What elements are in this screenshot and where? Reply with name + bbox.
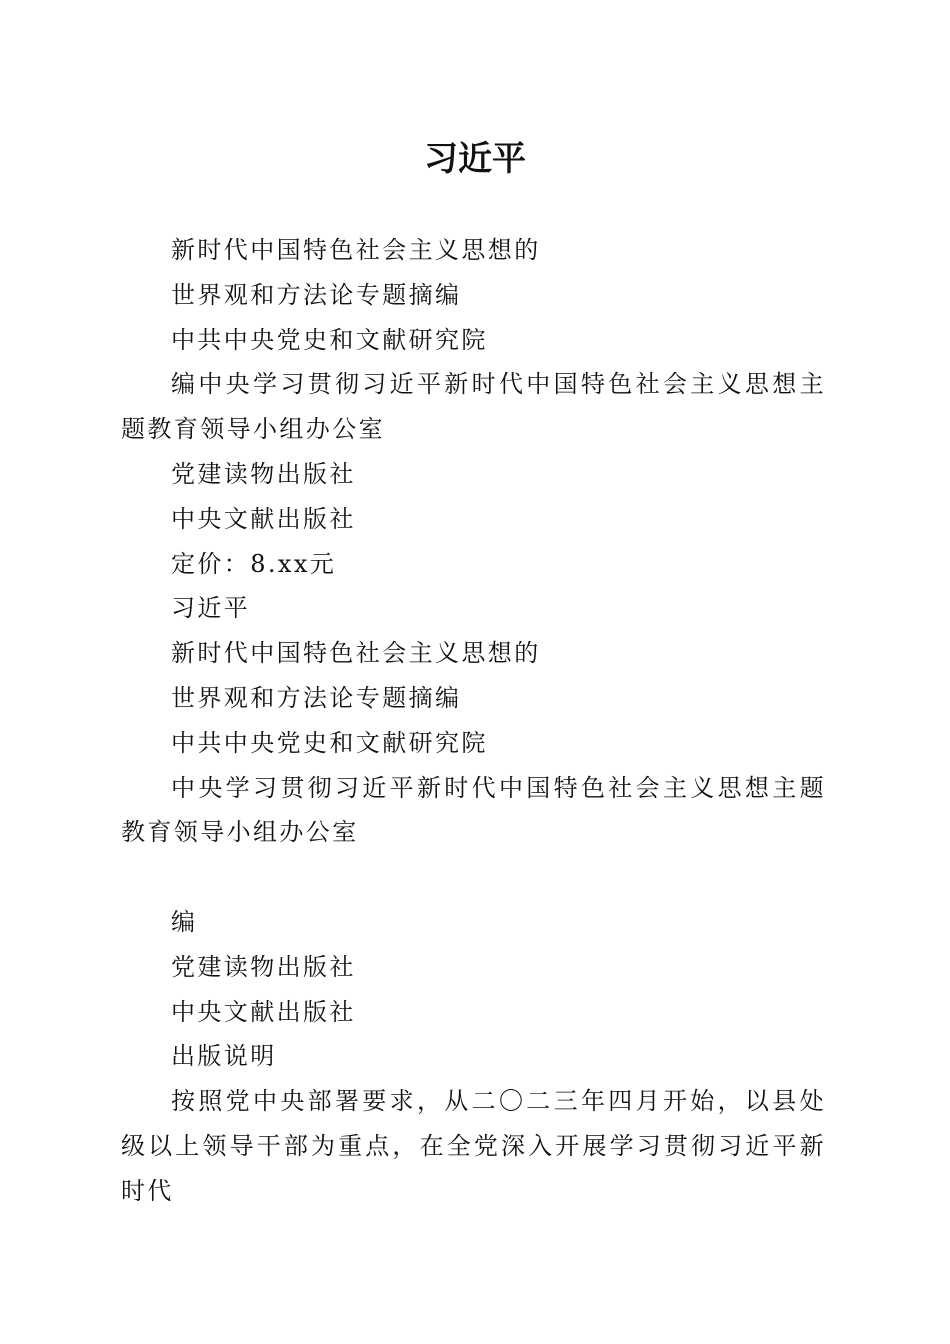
paragraph-14: 党建读物出版社 [171,952,356,981]
paragraph-2: 世界观和方法论专题摘编 [171,280,462,309]
blank-line [121,855,826,900]
paragraph-12: 中央学习贯彻习近平新时代中国特色社会主义思想主题教育领导小组办公室 [121,773,826,847]
paragraph-8: 习近平 [171,594,251,623]
paragraph-10: 世界观和方法论专题摘编 [171,683,462,712]
paragraph-5: 党建读物出版社 [171,459,356,488]
price-line: 定价：8.xx元 [171,549,337,578]
paragraph-17: 按照党中央部署要求，从二〇二三年四月开始，以县处级以上领导干部为重点，在全党深入开展学习贯彻习近平新时代 [121,1087,826,1205]
section-heading-publication-note: 出版说明 [171,1042,277,1071]
paragraph-3: 中共中央党史和文献研究院 [171,325,488,354]
document-body [121,228,826,1214]
paragraph-4: 编中央学习贯彻习近平新时代中国特色社会主义思想主题教育领导小组办公室 [121,370,826,444]
paragraph-1: 新时代中国特色社会主义思想的 [171,236,541,264]
document-title: 习近平 [424,139,526,179]
paragraph-9: 新时代中国特色社会主义思想的 [171,639,541,668]
paragraph-11: 中共中央党史和文献研究院 [171,728,488,757]
paragraph-6: 中央文献出版社 [171,504,356,533]
paragraph-13: 编 [171,907,198,936]
paragraph-15: 中央文献出版社 [171,997,356,1026]
